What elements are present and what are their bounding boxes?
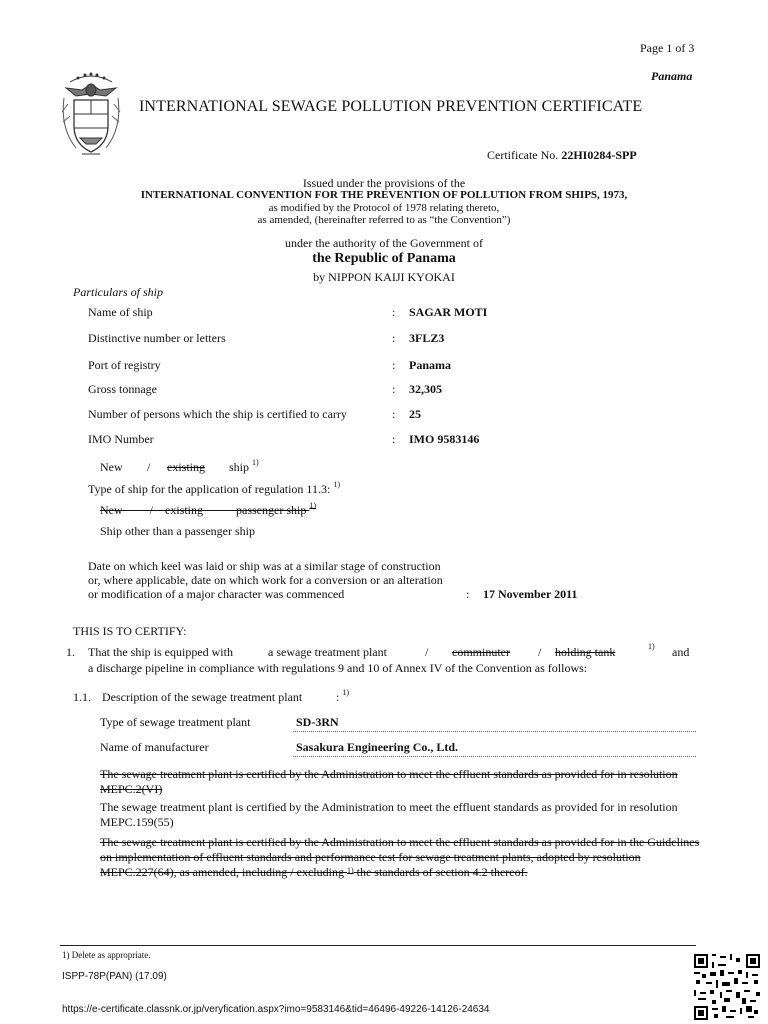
item-1-1-colon-text: : (336, 690, 340, 704)
keel-date-value: 17 November 2011 (483, 587, 578, 601)
manufacturer-underline (293, 756, 696, 757)
footer-rule (60, 945, 696, 946)
item-1-slash: / (538, 645, 542, 659)
verification-url[interactable]: https://e-certificate.classnk.or.jp/veryfication.aspx?imo=9583146&tid=46496-49226-14126-24634 (62, 1004, 490, 1015)
panama-coat-of-arms-icon (58, 68, 124, 160)
particular-label-distinctive: Distinctive number or letters (88, 331, 226, 345)
item-1-and: and (672, 645, 690, 659)
footnote-text: 1) Delete as appropriate. (62, 950, 151, 960)
particular-label-imo: IMO Number (88, 432, 154, 446)
particular-value-imo: IMO 9583146 (409, 432, 480, 446)
item-1-1-colon (336, 690, 349, 705)
standard-mepc-227-end: the standards of section 4.2 thereof. (356, 865, 528, 879)
standard-mepc-159: The sewage treatment plant is certified by the Administration to meet the effluent standards as provided for in resolution MEPC.159(55) (100, 800, 678, 829)
footnote-ref: 1) (342, 688, 350, 697)
particular-label-persons: Number of persons which the ship is certified to carry (88, 407, 347, 421)
certificate-title: INTERNATIONAL SEWAGE POLLUTION PREVENTION CERTIFICATE (139, 98, 643, 115)
keel-colon: : (466, 587, 470, 601)
plant-type-value: SD-3RN (296, 715, 339, 729)
footnote-ref: 1) (252, 458, 259, 467)
standard-mepc-227-text: The sewage treatment plant is certified by the Administration to meet the effluent standards as provided for in the Guidelines on implementation of effluent standards and performance test for sewage treatment plants, adopted by resolution MEPC.227(64), as amended, including / excluding (100, 835, 700, 879)
particular-colon: : (392, 407, 396, 421)
particulars-heading: Particulars of ship (73, 285, 164, 299)
particular-label-tonnage: Gross tonnage (88, 382, 157, 396)
item-1-line-2: a discharge pipeline in compliance with regulations 9 and 10 of Annex IV of the Convention as follows: (88, 661, 588, 675)
keel-line-1: Date on which keel was laid or ship was at a similar stage of construction (88, 559, 441, 573)
authority-line: under the authority of the Government of (285, 236, 483, 250)
certify-heading: THIS IS TO CERTIFY: (73, 624, 187, 638)
footnote-ref: 1) (346, 866, 354, 875)
plant-type-underline (293, 731, 696, 732)
option-existing-struck: existing (167, 460, 205, 474)
struck-slash: / (149, 503, 154, 517)
convention-name: INTERNATIONAL CONVENTION FOR THE PREVENTION OF POLLUTION FROM SHIPS, 1973, (140, 189, 628, 201)
form-number: ISPP-78P(PAN) (17.09) (62, 971, 167, 982)
issuing-society: by NIPPON KAIJI KYOKAI (313, 270, 455, 284)
particular-colon: : (392, 382, 396, 396)
option-slash: / (147, 460, 151, 474)
issued-line-4: as amended, (hereinafter referred to as “the Convention”) (257, 214, 511, 226)
ship-type-label (88, 482, 340, 497)
flag-state: Panama (651, 69, 693, 83)
item-1-text: That the ship is equipped with (88, 645, 233, 659)
passenger-ship-struck (100, 503, 316, 518)
item-1-slash: / (425, 645, 429, 659)
struck-passenger-ship: passenger ship (236, 503, 307, 517)
certificate-number (487, 148, 637, 163)
certificate-number-value: 22HI0284-SPP (561, 148, 637, 162)
standard-mepc-227-struck (100, 835, 700, 880)
manufacturer-value: Sasakura Engineering Co., Ltd. (296, 740, 459, 754)
government-name: the Republic of Panama (312, 251, 456, 266)
particular-value-distinctive: 3FLZ3 (409, 331, 445, 345)
holding-tank-struck: holding tank (555, 645, 616, 659)
item-1-1-label: Description of the sewage treatment plant (102, 690, 303, 704)
particular-colon: : (392, 432, 396, 446)
manufacturer-label: Name of manufacturer (100, 740, 209, 754)
item-1-1-number: 1.1. (73, 690, 91, 704)
footnote-ref: 1) (648, 642, 655, 651)
particular-value-tonnage: 32,305 (409, 382, 442, 396)
sewage-treatment-plant-option: a sewage treatment plant (268, 645, 387, 659)
standard-mepc-2-struck: The sewage treatment plant is certified by the Administration to meet the effluent standards as provided for in resolution MEPC.2(VI) (100, 767, 678, 796)
ship-other-than-passenger: Ship other than a passenger ship (100, 524, 255, 538)
particular-label-port: Port of registry (88, 358, 161, 372)
issued-line-3: as modified by the Protocol of 1978 relating thereto, (268, 202, 500, 214)
page-number: Page 1 of 3 (640, 41, 695, 55)
issued-line-1: Issued under the provisions of the (302, 176, 466, 190)
option-ship-text: ship (229, 460, 250, 474)
footnote-ref: 1) (309, 501, 317, 510)
particular-value-name: SAGAR MOTI (409, 305, 488, 319)
particular-colon: : (392, 305, 396, 319)
keel-line-3: or modification of a major character was commenced (88, 587, 345, 601)
ship-type-label-text: Type of ship for the application of regulation 11.3: (88, 482, 331, 496)
comminuter-struck: comminuter (452, 645, 510, 659)
certificate-number-label: Certificate No. (487, 148, 559, 162)
footnote-ref: 1) (333, 480, 340, 489)
struck-new: New (100, 503, 123, 517)
keel-line-2: or, where applicable, date on which work for a conversion or an alteration (88, 573, 443, 587)
option-ship (229, 460, 259, 475)
particular-value-port: Panama (409, 358, 451, 372)
particular-colon: : (392, 358, 396, 372)
particular-label-name: Name of ship (88, 305, 153, 319)
plant-type-label: Type of sewage treatment plant (100, 715, 251, 729)
particular-colon: : (392, 331, 396, 345)
qr-code-icon (694, 954, 760, 1020)
item-1-number: 1. (66, 645, 75, 659)
particular-value-persons: 25 (409, 407, 421, 421)
struck-existing: existing (165, 503, 204, 517)
option-new: New (100, 460, 123, 474)
